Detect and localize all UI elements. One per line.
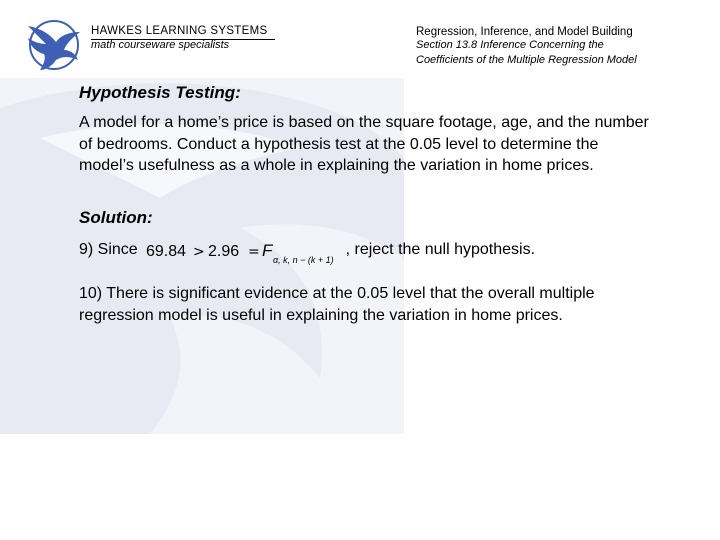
formula-equals: = [248,244,260,260]
formula-subscript: α, k, n − (k + 1) [273,255,334,265]
chapter-title: Regression, Inference, and Model Building [416,26,633,38]
problem-heading: Hypothesis Testing: [79,83,241,102]
section-title-line2: Coefficients of the Multiple Regression Model [416,54,637,66]
brand-tagline: math courseware specialists [91,39,230,51]
step9-prefix: 9) Since [79,241,138,258]
solution-heading: Solution: [79,208,153,227]
formula-operator: > [193,244,205,260]
solution-step-10: 10) There is significant evidence at the 0.05 level that the overall multiple regression model is useful in explaining the variation in home prices. [79,285,595,324]
section-title [416,38,716,68]
problem-text: A model for a home’s price is based on the square footage, age, and the number of bedrooms. Conduct a hypothesis test at the 0.05 level to determine the model’s usefulness as a whole in explaining the variation in home prices. [79,114,649,174]
f-test-formula [146,240,338,268]
brand-name: HAWKES LEARNING SYSTEMS [91,24,275,40]
formula-symbol: F [262,241,273,260]
section-title-line1: Section 13.8 Inference Concerning the [416,39,604,51]
formula-lhs: 69.84 [146,243,187,260]
solution-step-9 [79,240,535,268]
formula-rhs: 2.96 [208,243,240,260]
hawkes-eagle-logo-icon [24,18,82,72]
step9-suffix: , reject the null hypothesis. [345,241,536,258]
